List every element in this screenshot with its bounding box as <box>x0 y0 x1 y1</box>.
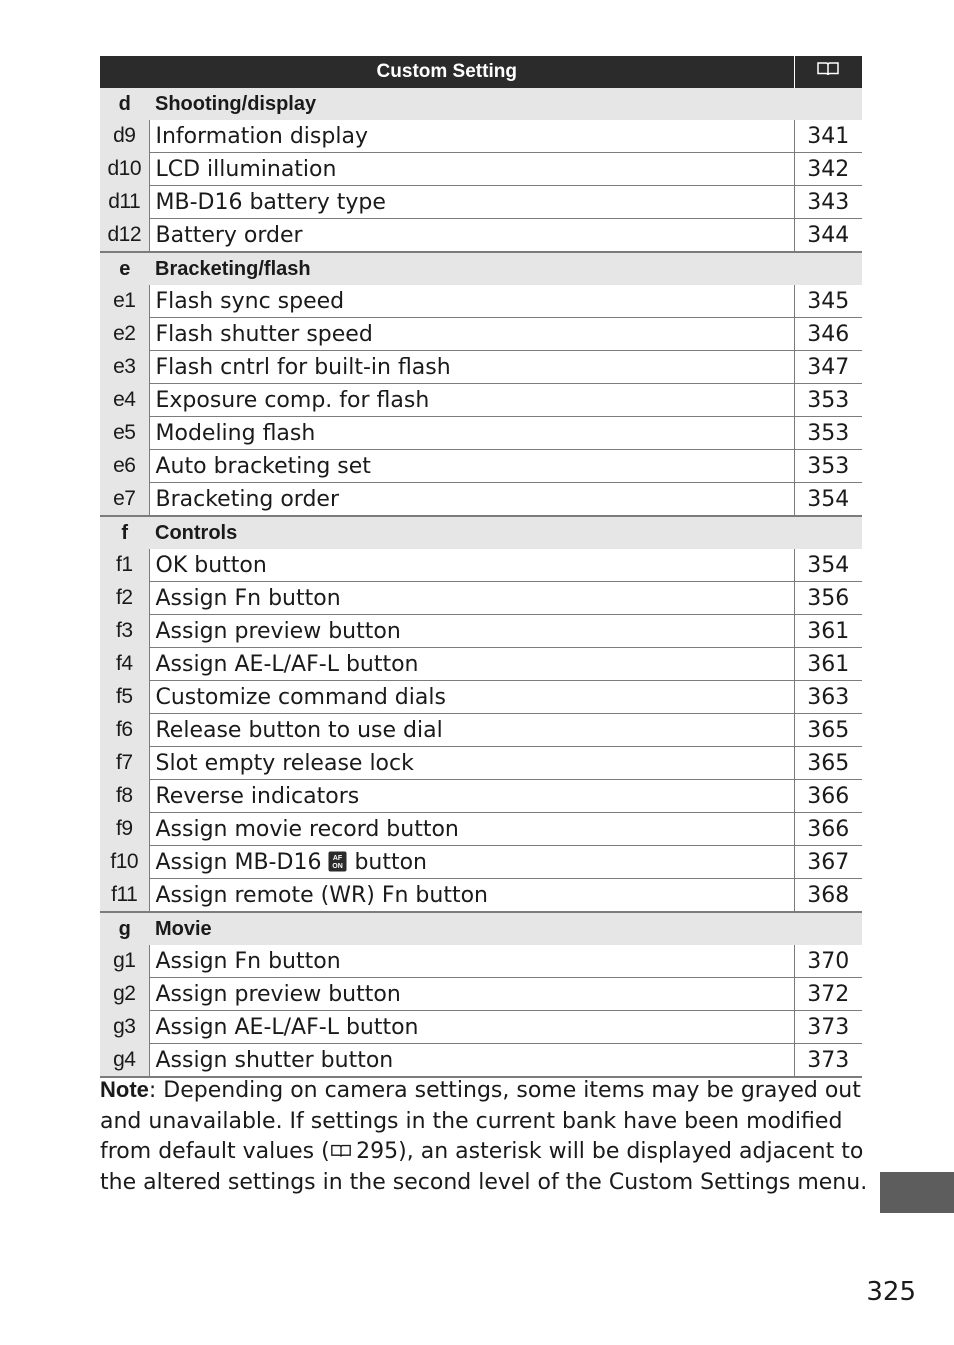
setting-page: 366 <box>794 780 862 813</box>
section-code: e <box>100 252 149 285</box>
setting-code: g1 <box>100 945 149 978</box>
table-header-row <box>100 56 862 88</box>
setting-page: 342 <box>794 153 862 186</box>
setting-name: OK button <box>149 549 794 582</box>
table-row <box>100 681 862 714</box>
table-header-page <box>794 56 862 88</box>
setting-name: Assign remote (WR) Fn button <box>149 879 794 913</box>
table-row <box>100 285 862 318</box>
table-body <box>100 88 862 1077</box>
setting-name-after: button <box>354 849 428 875</box>
table-row <box>100 846 862 879</box>
setting-code: d11 <box>100 186 149 219</box>
setting-code: f1 <box>100 549 149 582</box>
setting-code: d12 <box>100 219 149 253</box>
setting-code: f9 <box>100 813 149 846</box>
setting-page: 354 <box>794 549 862 582</box>
setting-code: e5 <box>100 417 149 450</box>
table-row <box>100 1011 862 1044</box>
setting-name: Release button to use dial <box>149 714 794 747</box>
table-row <box>100 879 862 913</box>
book-icon <box>330 1143 352 1159</box>
setting-code: d10 <box>100 153 149 186</box>
setting-page: 361 <box>794 615 862 648</box>
setting-page: 370 <box>794 945 862 978</box>
note-paragraph <box>100 1075 875 1199</box>
table-header-title: Custom Setting <box>100 56 794 88</box>
setting-code: f2 <box>100 582 149 615</box>
section-title: Bracketing/flash <box>149 252 862 285</box>
table-row <box>100 153 862 186</box>
setting-code: g3 <box>100 1011 149 1044</box>
setting-name: Assign AE-L/AF-L button <box>149 1011 794 1044</box>
setting-name: Information display <box>149 120 794 153</box>
setting-name: Assign Fn button <box>149 582 794 615</box>
setting-name: Assign shutter button <box>149 1044 794 1078</box>
setting-page: 373 <box>794 1044 862 1078</box>
setting-page: 346 <box>794 318 862 351</box>
setting-page: 367 <box>794 846 862 879</box>
setting-name: LCD illumination <box>149 153 794 186</box>
setting-name: Reverse indicators <box>149 780 794 813</box>
setting-code: e1 <box>100 285 149 318</box>
setting-code: f11 <box>100 879 149 913</box>
table-row <box>100 318 862 351</box>
setting-name: Exposure comp. for flash <box>149 384 794 417</box>
setting-name: Assign preview button <box>149 978 794 1011</box>
setting-page: 373 <box>794 1011 862 1044</box>
setting-page: 345 <box>794 285 862 318</box>
section-header-row <box>100 252 862 285</box>
setting-code: f3 <box>100 615 149 648</box>
section-title: Movie <box>149 912 862 945</box>
note-text-2: ), an asterisk will be displayed adjacent to the altered settings in the second level of the Custom Settings menu. <box>100 1139 868 1196</box>
setting-name: Assign movie record button <box>149 813 794 846</box>
setting-name: Flash cntrl for built-in flash <box>149 351 794 384</box>
note-ref-page: 295 <box>356 1139 399 1165</box>
setting-code: f7 <box>100 747 149 780</box>
book-icon <box>816 61 840 77</box>
setting-code: f10 <box>100 846 149 879</box>
setting-page: 354 <box>794 483 862 517</box>
setting-page: 365 <box>794 714 862 747</box>
setting-page: 353 <box>794 384 862 417</box>
setting-code: f8 <box>100 780 149 813</box>
table-row <box>100 186 862 219</box>
setting-code: g2 <box>100 978 149 1011</box>
table-row <box>100 219 862 253</box>
section-code: g <box>100 912 149 945</box>
af-on-button-icon <box>328 851 347 872</box>
setting-name: Assign Fn button <box>149 945 794 978</box>
setting-code: f4 <box>100 648 149 681</box>
table-row <box>100 384 862 417</box>
setting-code: e7 <box>100 483 149 517</box>
note-text-1: : Depending on camera settings, some items may be grayed out and unavailable. If settings in the current bank have been modified from default values ( <box>100 1078 861 1165</box>
note-label: Note <box>100 1077 149 1102</box>
setting-name: Flash sync speed <box>149 285 794 318</box>
setting-name <box>149 846 794 879</box>
table-row <box>100 714 862 747</box>
table-row <box>100 120 862 153</box>
setting-page: 344 <box>794 219 862 253</box>
setting-page: 353 <box>794 450 862 483</box>
setting-code: f5 <box>100 681 149 714</box>
table-row <box>100 582 862 615</box>
setting-code: e3 <box>100 351 149 384</box>
table-row <box>100 813 862 846</box>
table-row <box>100 417 862 450</box>
table-row <box>100 450 862 483</box>
table-row <box>100 615 862 648</box>
setting-name: MB-D16 battery type <box>149 186 794 219</box>
setting-page: 363 <box>794 681 862 714</box>
setting-code: d9 <box>100 120 149 153</box>
table-row <box>100 549 862 582</box>
setting-name: Customize command dials <box>149 681 794 714</box>
setting-page: 372 <box>794 978 862 1011</box>
section-header-row <box>100 912 862 945</box>
setting-page: 368 <box>794 879 862 913</box>
setting-name: Bracketing order <box>149 483 794 517</box>
setting-code: e6 <box>100 450 149 483</box>
page-number: 325 <box>866 1277 916 1307</box>
table-row <box>100 945 862 978</box>
setting-page: 365 <box>794 747 862 780</box>
section-header-row <box>100 516 862 549</box>
table-row <box>100 747 862 780</box>
setting-page: 353 <box>794 417 862 450</box>
section-title: Controls <box>149 516 862 549</box>
table-row <box>100 978 862 1011</box>
setting-code: e4 <box>100 384 149 417</box>
setting-name: Slot empty release lock <box>149 747 794 780</box>
setting-name: Modeling flash <box>149 417 794 450</box>
section-code: d <box>100 88 149 120</box>
section-thumb-tab <box>880 1172 954 1213</box>
table-row <box>100 1044 862 1078</box>
custom-settings-table <box>100 56 862 1078</box>
setting-code: g4 <box>100 1044 149 1078</box>
table-row <box>100 351 862 384</box>
setting-page: 356 <box>794 582 862 615</box>
section-code: f <box>100 516 149 549</box>
setting-page: 343 <box>794 186 862 219</box>
table-row <box>100 483 862 517</box>
table-row <box>100 648 862 681</box>
setting-code: e2 <box>100 318 149 351</box>
setting-name: Battery order <box>149 219 794 253</box>
setting-page: 347 <box>794 351 862 384</box>
setting-name: Assign AE-L/AF-L button <box>149 648 794 681</box>
setting-name-before: Assign MB-D16 <box>155 849 322 875</box>
section-header-row <box>100 88 862 120</box>
setting-name: Auto bracketing set <box>149 450 794 483</box>
setting-page: 341 <box>794 120 862 153</box>
table-row <box>100 780 862 813</box>
setting-code: f6 <box>100 714 149 747</box>
setting-name: Flash shutter speed <box>149 318 794 351</box>
svg-text:AF: AF <box>333 854 343 862</box>
setting-page: 366 <box>794 813 862 846</box>
svg-text:ON: ON <box>332 862 344 870</box>
setting-page: 361 <box>794 648 862 681</box>
section-title: Shooting/display <box>149 88 862 120</box>
setting-name: Assign preview button <box>149 615 794 648</box>
